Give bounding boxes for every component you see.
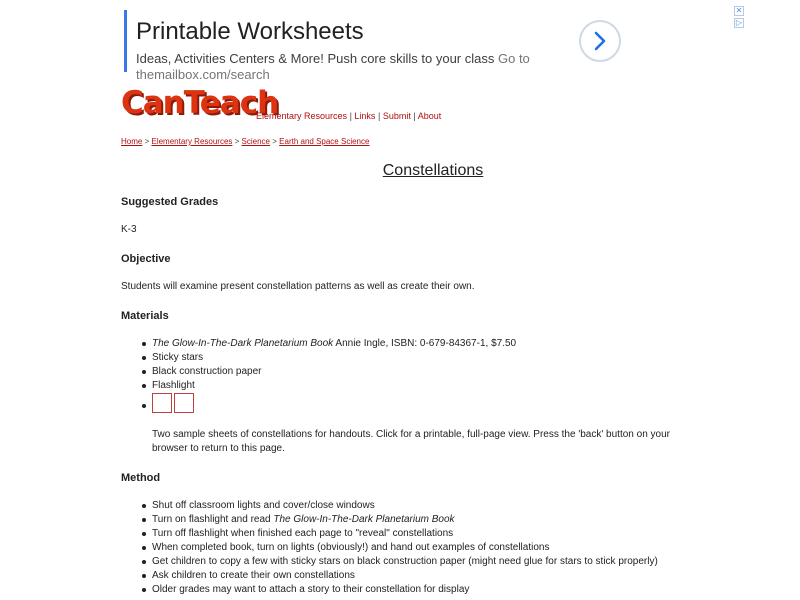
method-list xyxy=(121,499,658,597)
ad-goto-text: Go to xyxy=(497,51,530,66)
list-item-thumbnails xyxy=(121,393,516,416)
list-item: Sticky stars xyxy=(121,351,516,365)
list-item: Turn off flashlight when finished each page to "reveal" constellations xyxy=(121,527,658,541)
list-item: Shut off classroom lights and cover/close windows xyxy=(121,499,658,513)
page-title: Constellations xyxy=(382,162,484,179)
ad-banner[interactable] xyxy=(124,10,644,82)
materials-note-line-2: browser to return to this page. xyxy=(152,443,285,454)
breadcrumb-home[interactable]: Home xyxy=(121,137,143,146)
ad-title[interactable]: Printable Worksheets xyxy=(136,18,364,45)
materials-note xyxy=(152,428,732,456)
site-logo[interactable]: CanTeach xyxy=(121,85,279,121)
list-item xyxy=(121,513,658,527)
materials-heading: Materials xyxy=(121,310,169,322)
ad-description xyxy=(136,51,536,83)
breadcrumb-elementary-resources[interactable]: Elementary Resources xyxy=(151,137,233,146)
nav-separator: | xyxy=(377,111,381,121)
constellation-sheet-thumbnail-1[interactable] xyxy=(152,393,172,413)
list-item xyxy=(121,337,516,351)
ad-url[interactable]: themailbox.com/search xyxy=(136,67,270,82)
materials-note-line-1: Two sample sheets of constellations for handouts. Click for a printable, full-page view. Press the 'back' button on your xyxy=(152,429,670,440)
breadcrumb-earth-space-science[interactable]: Earth and Space Science xyxy=(279,137,370,146)
grades-heading: Suggested Grades xyxy=(121,196,219,208)
book-title: The Glow-In-The-Dark Planetarium Book xyxy=(273,514,455,525)
method-step-text: Turn on flashlight and read xyxy=(152,514,274,525)
top-nav xyxy=(256,110,441,122)
breadcrumb xyxy=(121,136,369,147)
list-item: Black construction paper xyxy=(121,365,516,379)
method-heading: Method xyxy=(121,472,161,484)
materials-list xyxy=(121,337,516,416)
nav-submit[interactable]: Submit xyxy=(382,111,411,121)
ad-corner-controls xyxy=(734,6,745,30)
breadcrumb-separator: > xyxy=(144,137,150,146)
ad-description-text: Ideas, Activities Centers & More! Push core skills to your class xyxy=(136,51,495,66)
breadcrumb-separator: > xyxy=(234,137,240,146)
nav-elementary-resources[interactable]: Elementary Resources xyxy=(256,111,348,121)
ad-accent-bar xyxy=(124,10,127,72)
book-details: Annie Ingle, ISBN: 0-679-84367-1, $7.50 xyxy=(333,338,517,349)
list-item: Flashlight xyxy=(121,379,516,393)
list-item: Older grades may want to attach a story to their constellation for display xyxy=(121,583,658,597)
chevron-right-icon xyxy=(591,30,609,52)
nav-links[interactable]: Links xyxy=(354,111,376,121)
ad-info-icon[interactable]: ▷ xyxy=(735,18,743,27)
nav-about[interactable]: About xyxy=(417,111,442,121)
nav-separator: | xyxy=(413,111,416,121)
breadcrumb-separator: > xyxy=(272,137,277,146)
book-title: The Glow-In-The-Dark Planetarium Book xyxy=(152,338,334,349)
breadcrumb-science[interactable]: Science xyxy=(241,137,271,146)
objective-heading: Objective xyxy=(121,253,171,265)
objective-text: Students will examine present constellation patterns as well as create their own. xyxy=(121,281,475,292)
ad-arrow-button[interactable] xyxy=(579,20,621,62)
list-item: When completed book, turn on lights (obviously!) and hand out examples of constellations xyxy=(121,541,658,555)
constellation-sheet-thumbnail-2[interactable] xyxy=(174,393,194,413)
grades-text: K-3 xyxy=(121,224,137,235)
list-item: Get children to copy a few with sticky stars on black construction paper (might need glue for stars to stick properly) xyxy=(121,555,658,569)
list-item: Ask children to create their own constellations xyxy=(121,569,658,583)
close-icon[interactable]: ✕ xyxy=(735,6,743,15)
nav-separator: | xyxy=(349,111,352,121)
